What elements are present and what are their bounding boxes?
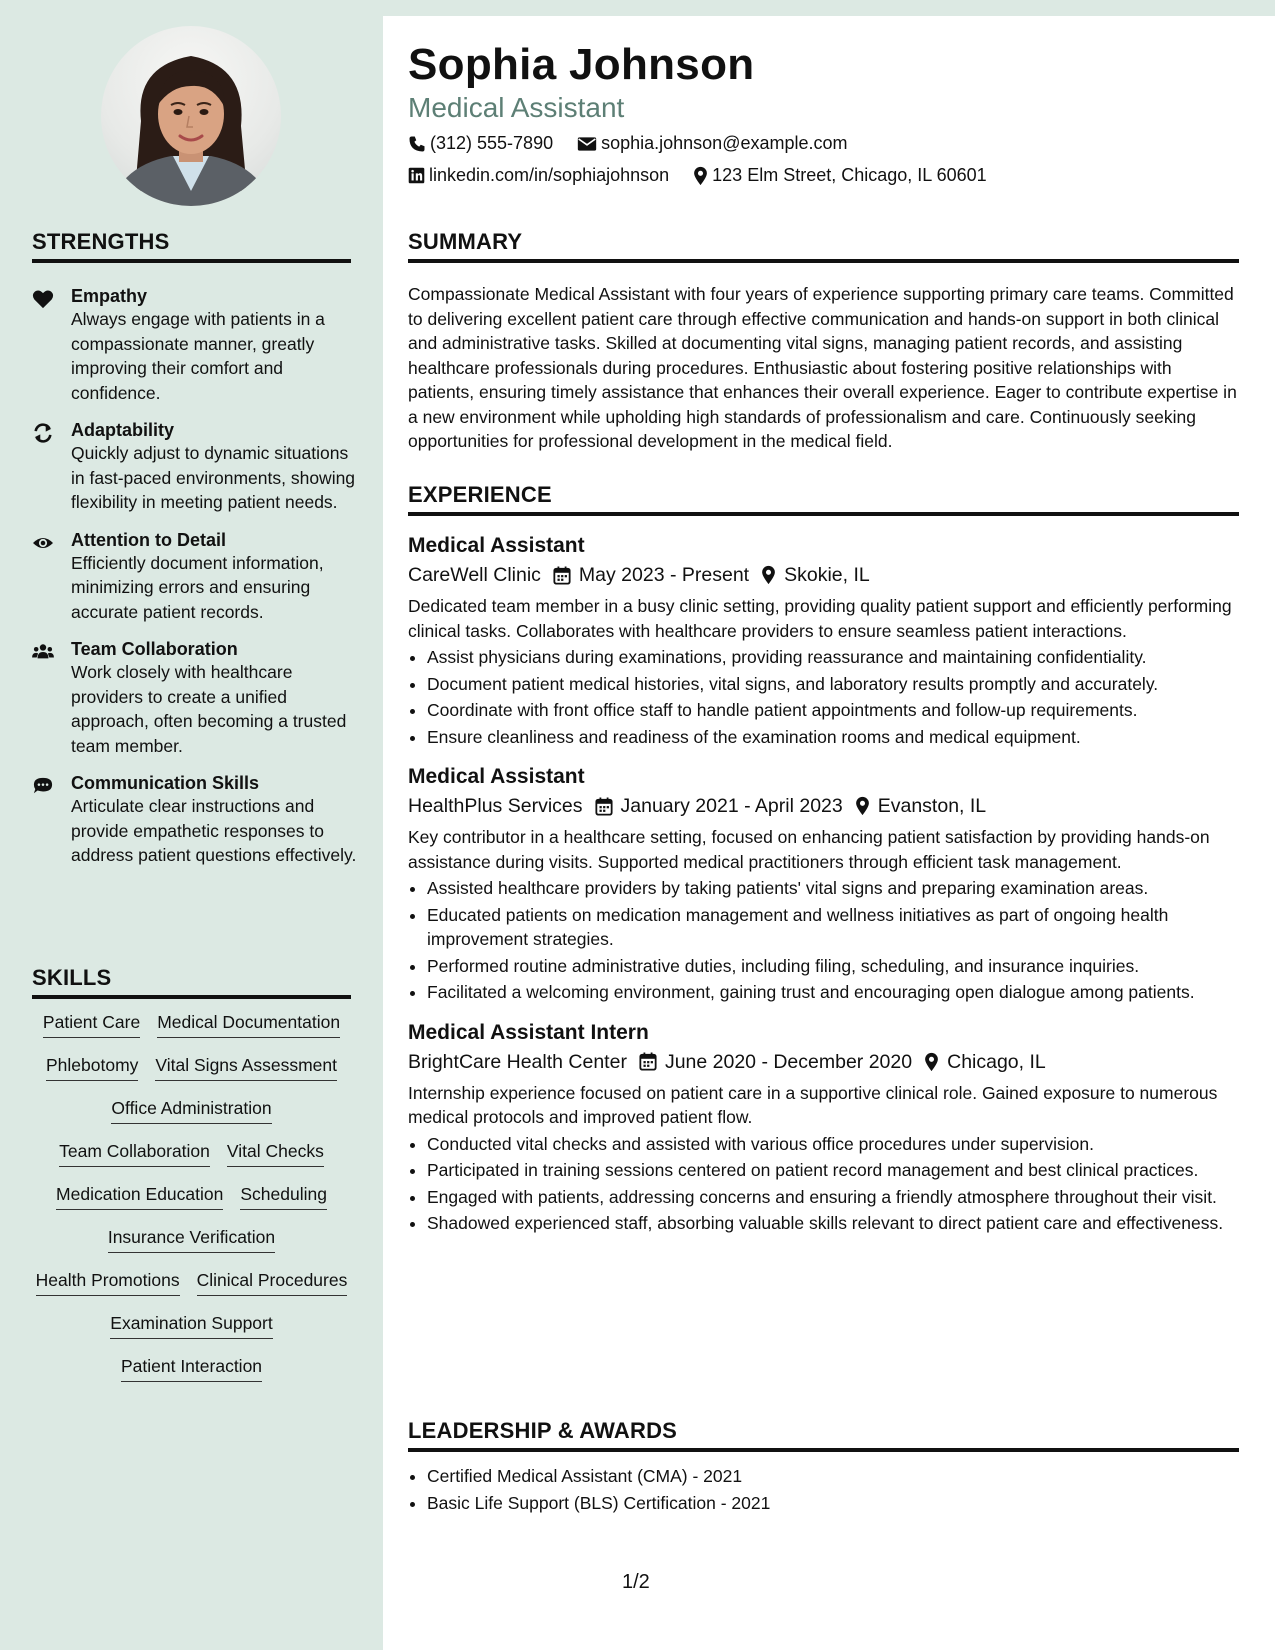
- candidate-name: Sophia Johnson: [408, 40, 755, 89]
- contact-linkedin: [408, 165, 669, 186]
- strength-title: Empathy: [71, 286, 148, 306]
- contact-address: [693, 165, 987, 186]
- skill-tag: Team Collaboration: [59, 1139, 210, 1167]
- sync-icon: [32, 423, 54, 443]
- award-item: • Certified Medical Assistant (CMA) - 2021: [427, 1464, 1239, 1489]
- calendar-icon: [595, 797, 613, 816]
- job-entry: [408, 1019, 1239, 1236]
- job-entry: [408, 532, 1239, 749]
- job-bullet: • Coordinate with front office staff to handle patient appointments and follow-up requirements.: [427, 698, 1239, 723]
- linkedin-icon: [408, 167, 425, 184]
- summary-heading: SUMMARY: [408, 229, 1239, 263]
- strength-desc: Always engage with patients in a compassionate manner, greatly improving their comfort and confidence.: [71, 309, 325, 403]
- contact-phone: [408, 133, 553, 154]
- strength-item: [32, 772, 357, 868]
- skill-tag: Vital Checks: [227, 1139, 324, 1167]
- job-location: Chicago, IL: [947, 1050, 1046, 1073]
- strength-title: Communication Skills: [71, 773, 260, 793]
- comment-dots-icon: [32, 776, 54, 796]
- strength-item: [32, 529, 357, 625]
- strength-item: [32, 638, 357, 758]
- job-company: HealthPlus Services: [408, 795, 583, 817]
- skill-tag: Vital Signs Assessment: [155, 1053, 337, 1081]
- experience-heading: EXPERIENCE: [408, 482, 1239, 516]
- job-bullet: • Participated in training sessions centered on patient record management and best clinical practices.: [427, 1158, 1239, 1183]
- job-description: Internship experience focused on patient care in a supportive clinical role. Gained exposure to numerous medical protocols and improved patient flow.: [408, 1082, 1218, 1127]
- users-icon: [32, 642, 54, 662]
- award-bullets: [408, 1464, 1239, 1515]
- email-text: sophia.johnson@example.com: [601, 133, 848, 153]
- job-description: Dedicated team member in a busy clinic setting, providing quality patient support and efficiently performing clinical tasks. Collaborates with healthcare providers to ensure seamless patient interactions.: [408, 596, 1232, 641]
- calendar-icon: [553, 566, 571, 585]
- map-pin-icon: [855, 796, 870, 816]
- job-company: CareWell Clinic: [408, 564, 541, 586]
- job-location: Skokie, IL: [784, 564, 870, 586]
- job-bullet: • Document patient medical histories, vital signs, and laboratory results promptly and accurately.: [427, 672, 1239, 697]
- strength-title: Adaptability: [71, 420, 175, 440]
- strength-desc: Articulate clear instructions and provide empathetic responses to address patient questions effectively.: [71, 796, 357, 865]
- job-bullet: • Engaged with patients, addressing concerns and ensuring a friendly atmosphere throughout their visit.: [427, 1185, 1239, 1210]
- job-bullet: • Shadowed experienced staff, absorbing valuable skills relevant to direct patient care and effectiveness.: [427, 1211, 1239, 1236]
- job-dates: June 2020 - December 2020: [664, 1050, 913, 1073]
- job-company: BrightCare Health Center: [408, 1050, 627, 1073]
- contact-email: [577, 133, 847, 154]
- job-dates: January 2021 - April 2023: [620, 795, 843, 817]
- strength-item: [32, 285, 357, 405]
- skill-tag: Examination Support: [110, 1311, 272, 1339]
- phone-text: (312) 555-7890: [430, 133, 554, 153]
- award-item: • Basic Life Support (BLS) Certification - 2021: [427, 1491, 1239, 1516]
- candidate-title: Medical Assistant: [408, 92, 625, 123]
- experience-list: [408, 532, 1239, 1250]
- eye-icon: [32, 533, 54, 553]
- job-bullets: [408, 1132, 1239, 1236]
- strengths-heading: STRENGTHS: [32, 229, 351, 263]
- skill-tag: Medical Documentation: [157, 1010, 340, 1038]
- strength-title: Attention to Detail: [71, 529, 226, 550]
- job-bullet: • Performed routine administrative duties, including filing, scheduling, and insurance inquiries.: [427, 954, 1239, 979]
- skill-tag: Clinical Procedures: [197, 1268, 348, 1296]
- summary-text: Compassionate Medical Assistant with four years of experience supporting primary care teams. Committed to delivering excellent patient care through effective communication and hands-on support in both clinical and administrative tasks. Skilled at documenting vital signs, managing patient records, and assisting healthcare professionals during procedures. Enthusiastic about fostering positive relationships with patients, ensuring timely assistance that enhances their overall experience. Eager to contribute expertise in a new environment while upholding high standards of professionalism and care. Continuously seeking opportunities for professional development in the medical field.: [408, 284, 1237, 451]
- skill-tag: Patient Care: [43, 1010, 140, 1038]
- linkedin-text: linkedin.com/in/sophiajohnson: [429, 165, 670, 185]
- strengths-list: [32, 285, 357, 882]
- job-bullets: [408, 876, 1239, 1005]
- phone-icon: [408, 135, 426, 153]
- job-meta: [408, 791, 1239, 821]
- job-title: Medical Assistant Intern: [408, 1020, 649, 1044]
- calendar-icon: [639, 1052, 657, 1071]
- job-meta: [408, 560, 1239, 590]
- contact-row: [408, 165, 1011, 186]
- strength-desc: Work closely with healthcare providers to create a unified approach, often becoming a trusted team member.: [71, 662, 347, 756]
- skill-tag: Insurance Verification: [108, 1225, 275, 1253]
- map-pin-icon: [761, 565, 776, 585]
- job-entry: [408, 763, 1239, 1005]
- strength-desc: Efficiently document information, minimizing errors and ensuring accurate patient records.: [71, 552, 324, 622]
- job-title: Medical Assistant: [408, 534, 585, 557]
- skill-tag: Medication Education: [56, 1182, 223, 1210]
- skill-tag: Patient Interaction: [121, 1354, 262, 1382]
- job-bullet: • Educated patients on medication management and wellness initiatives as part of ongoing health improvement strategies.: [427, 903, 1239, 952]
- job-dates: May 2023 - Present: [578, 564, 750, 586]
- job-title: Medical Assistant: [408, 765, 585, 788]
- job-bullet: • Ensure cleanliness and readiness of the examination rooms and medical equipment.: [427, 725, 1239, 750]
- job-bullet: • Assist physicians during examinations, providing reassurance and maintaining confidentiality.: [427, 645, 1239, 670]
- heart-icon: [32, 289, 54, 309]
- job-location: Evanston, IL: [877, 795, 987, 817]
- strength-title: Team Collaboration: [71, 639, 238, 659]
- job-bullet: • Assisted healthcare providers by taking patients' vital signs and preparing examination areas.: [427, 876, 1239, 901]
- job-meta: [408, 1047, 1239, 1077]
- job-bullet: • Conducted vital checks and assisted with various office procedures under supervision.: [427, 1132, 1239, 1157]
- skill-tag: Scheduling: [240, 1182, 327, 1210]
- page-number: 1/2: [622, 1571, 650, 1593]
- skill-tag: Health Promotions: [36, 1268, 180, 1296]
- awards-heading: LEADERSHIP & AWARDS: [408, 1418, 1239, 1452]
- skills-list: [32, 1010, 351, 1382]
- job-bullets: [408, 645, 1239, 749]
- profile-photo: [101, 26, 281, 206]
- skill-tag: Phlebotomy: [46, 1053, 138, 1081]
- contact-row: [408, 133, 872, 154]
- map-pin-icon: [693, 166, 708, 186]
- skill-tag: Office Administration: [111, 1096, 271, 1124]
- job-description: Key contributor in a healthcare setting, focused on enhancing patient satisfaction by providing hands-on assistance during visits. Supported medical practitioners through efficient task management.: [408, 827, 1210, 872]
- job-bullet: • Facilitated a welcoming environment, gaining trust and encouraging open dialogue among patients.: [427, 980, 1239, 1005]
- strength-desc: Quickly adjust to dynamic situations in fast-paced environments, showing flexibility in meeting patient needs.: [71, 443, 356, 512]
- map-pin-icon: [924, 1052, 939, 1072]
- awards-list: [408, 1462, 1239, 1517]
- address-text: 123 Elm Street, Chicago, IL 60601: [712, 165, 987, 185]
- envelope-icon: [577, 136, 597, 152]
- strength-item: [32, 419, 357, 515]
- skills-heading: SKILLS: [32, 965, 351, 999]
